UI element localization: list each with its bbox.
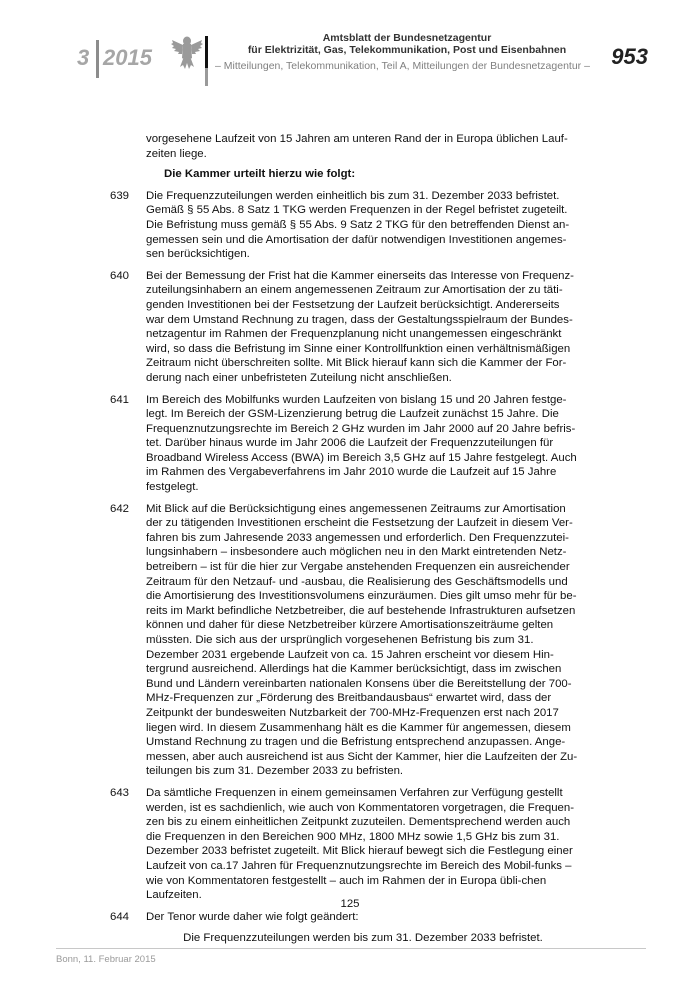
page-header (0, 0, 700, 90)
paragraph-number: 641 (110, 393, 130, 406)
publication-title-line2: für Elektrizität, Gas, Telekommunikation, Post und Eisenbahnen (247, 44, 567, 56)
header-bar-grey (205, 68, 208, 86)
document-body (110, 132, 580, 946)
footer-place-date: Bonn, 11. Februar 2015 (56, 954, 156, 965)
lead-text: vorgesehene Laufzeit von 15 Jahren am unteren Rand der in Europa üblichen Lauf-zeiten liege. (146, 133, 568, 160)
footer-divider (56, 948, 646, 949)
paragraph-642 (110, 502, 580, 779)
paragraph-number: 644 (110, 910, 130, 923)
issue-year: 2015 (103, 45, 152, 70)
federal-eagle-icon (170, 32, 204, 70)
issue-number: 3 (77, 45, 90, 70)
paragraph-text: Mit Blick auf die Berücksichtigung eines angemessenen Zeitraums zur Amortisation der zu tätigenden Investitionen erscheint die Festsetzung der Laufzeit in diesem Ver-fahren bis zum Jahresende 2033 angemessen und erforderlich. Den Frequenzzutei-lungsinhabern – insbesondere auch möglichen neu in den Markt eintretenden Netz-betreibern – ist für die hier zur Vergabe anstehenden Frequenzen ein ausreichender Zeitraum für den Netzauf- und -ausbau, die Realisierung des Geschäftsmodells und die Amortisierung des Investitionsvolumens einzuräumen. Dies gilt umso mehr für be-reits im Markt befindliche Netzbetreiber, die auf bestehende Infrastrukturen aufsetzen können und daher für diese Netzbetreiber kürzere Amortisationszeiträume gelten müssten. Die sich aus der ursprünglich vorgesehenen Befristung bis zum 31. Dezember 2031 ergebende Laufzeit von ca. 15 Jahren erscheint vor diesem Hin-tergrund ausreichend. Allerdings hat die Kammer berücksichtigt, dass im zwischen Bund und Ländern vereinbarten nationalen Konsens über die Bereitstellung der 700-MHz-Frequenzen zur „Förderung des Breitbandausbaus“ erwartet wird, dass der Zeitpunkt der bundesweiten Nutzbarkeit der 700-MHz-Frequenzen erst nach 2017 liegen wird. In diesem Zusammenhang hält es die Kammer für angemessen, diesem Umstand Rechnung zu tragen und die Befristung entsprechend anzupassen. Ange-messen, aber auch ausreichend ist aus Sicht der Kammer, hier die Laufzeiten der Zu-teilungen bis zum 31. Dezember 2033 zu befristen. (146, 502, 578, 778)
paragraph-641 (110, 393, 580, 495)
paragraph-number: 640 (110, 269, 130, 282)
paragraph-text: Im Bereich des Mobilfunks wurden Laufzeiten von bislang 15 und 20 Jahren festge-legt. Im Bereich der GSM-Lizenzierung betrug die Laufzeit zunächst 15 Jahre. Die Frequenznutzungsrechte im Bereich 2 GHz wurden im Jahr 2000 auf 20 Jahre befris-tet. Darüber hinaus wurde im Jahr 2006 die Laufzeit der Frequenzzuteilungen für Broadband Wireless Access (BWA) im Bereich 3,5 GHz auf 15 Jahre festgelegt. Auch im Rahmen des Vergabeverfahrens im Jahr 2010 wurde die Laufzeit auf 15 Jahre festgelegt. (146, 393, 577, 494)
paragraph-text: Der Tenor wurde daher wie folgt geändert: (146, 910, 359, 923)
publication-subtitle: – Mitteilungen, Telekommunikation, Teil A, Mitteilungen der Bundesnetzagentur – (215, 60, 590, 72)
header-bar-dark (205, 36, 208, 68)
paragraph-640 (110, 269, 580, 386)
publication-title-line1: Amtsblatt der Bundesnetzagentur (322, 32, 492, 44)
paragraph-number: 642 (110, 502, 130, 515)
section-heading: Die Kammer urteilt hierzu wie folgt: (164, 168, 356, 181)
paragraph-644 (110, 910, 580, 925)
paragraph-number: 643 (110, 786, 130, 799)
document-page-number: 125 (340, 898, 360, 910)
paragraph-639 (110, 189, 580, 262)
paragraph-text: Die Frequenzzuteilungen werden einheitlich bis zum 31. Dezember 2033 befristet. Gemäß § 55 Abs. 8 Satz 1 TKG werden Frequenzen in der Regel befristet zugeteilt. Die Befristung muss gemäß § 55 Abs. 9 Satz 2 TKG für den betreffenden Dienst an-gemessen sein und die Amortisation der dafür notwendigen Investitionen angemes-sen berücksichtigen. (146, 189, 570, 261)
paragraph-text: Bei der Bemessung der Frist hat die Kammer einerseits das Interesse von Frequenz-zuteilungsinhabern an einem angemessenen Zeitraum zur Amortisation der zu täti-genden Investitionen bei der Festsetzung der Laufzeit berücksichtigt. Andererseits war dem Umstand Rechnung zu tragen, dass der Gestaltungsspielraum der Bundes-netzagentur im Rahmen der Frequenzplanung nicht unangemessen eingeschränkt wird, so dass die Befristung im Sinne einer Kontrollfunktion einen verhältnismäßigen Zeitraum nicht überschreiten sollte. Mit Blick hierauf kann sich die Kammer der For-derung nach einer unbefristeten Zuteilung nicht anschließen. (146, 269, 574, 384)
paragraph-number: 639 (110, 189, 130, 202)
paragraph-643 (110, 786, 580, 903)
publication-title (212, 32, 602, 56)
issue-divider (96, 40, 99, 78)
tenor-text: Die Frequenzzuteilungen werden bis zum 31. Dezember 2033 befristet. (183, 932, 543, 945)
paragraph-text: Da sämtliche Frequenzen in einem gemeinsamen Verfahren zur Verfügung gestellt werden, ist es sachdienlich, wie auch von Kommentatoren vorgetragen, die Frequen-zen bis zu einem einheitlichen Zeitpunkt zuzuteilen. Dementsprechend werden auch die Frequenzen in den Bereichen 900 MHz, 1800 MHz sowie 1,5 GHz bis zum 31. Dezember 2033 befristet zugeteilt. Mit Blick hierauf bewegt sich die Festlegung einer Laufzeit von ca.17 Jahren für Frequenznutzungsrechte im Bereich des Mobil-funks – wie von Kommentatoren festgestellt – auch im Rahmen der in Europa übli-chen Laufzeiten. (146, 786, 575, 902)
page-number: 953 (611, 44, 648, 69)
